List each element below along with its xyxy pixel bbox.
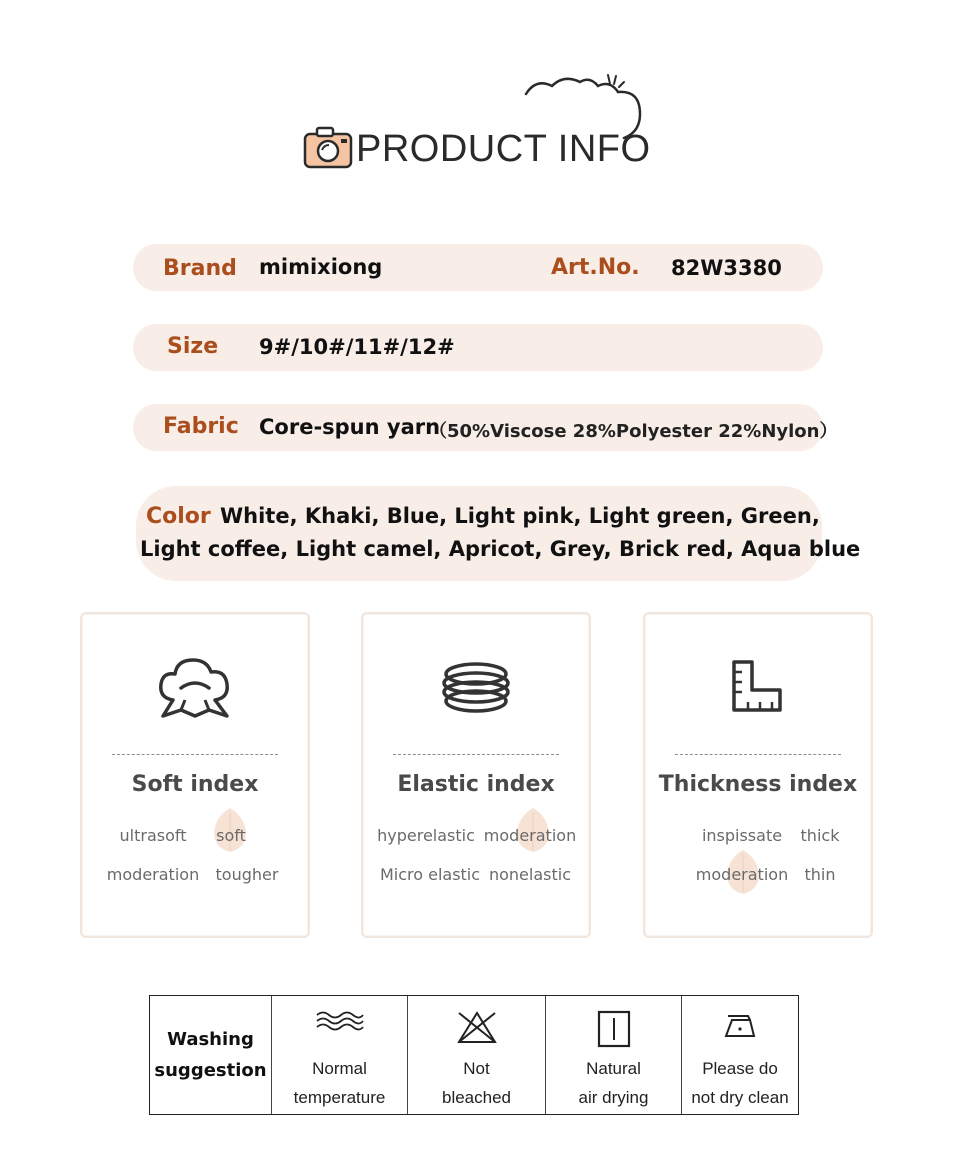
elastic-index-card: [361, 612, 591, 938]
brand-value: mimixiong: [259, 255, 383, 279]
drying-line-1: Natural: [586, 1059, 641, 1078]
artno-value: 82W3380: [671, 256, 782, 280]
option-nonelastic: nonelastic: [488, 865, 571, 884]
bleach-line-1: Not: [463, 1059, 490, 1078]
option-moderation: moderation: [106, 865, 200, 884]
size-label: Size: [167, 334, 219, 359]
no-bleach-icon: [455, 1010, 499, 1046]
option-micro-elastic: Micro elastic: [379, 865, 481, 884]
fabric-detail: （50%Viscose 28%Polyester 22%Nylon）: [429, 421, 838, 442]
bleach-line-2: bleached: [441, 1088, 511, 1107]
dry-clean-line-1: Please do: [702, 1059, 778, 1078]
iron-icon: [720, 1010, 760, 1042]
option-inspissate: inspissate: [701, 826, 783, 845]
option-tougher: tougher: [215, 865, 279, 884]
washing-table: [149, 995, 799, 1115]
washing-header-line-1: Washing: [167, 1029, 254, 1050]
fabric-label: Fabric: [163, 414, 239, 439]
header: [300, 70, 660, 180]
option-hyperelastic: hyperelastic: [377, 826, 475, 845]
thickness-index-title: Thickness index: [658, 772, 858, 797]
temperature-line-1: Normal: [312, 1059, 367, 1078]
brand-label: Brand: [163, 256, 237, 281]
washing-header: [150, 996, 271, 1114]
divider: [112, 754, 278, 755]
washing-item-drying: [545, 996, 681, 1114]
line-dry-icon: [597, 1010, 631, 1048]
temperature-line-2: temperature: [293, 1088, 386, 1107]
option-soft: soft: [216, 826, 246, 845]
option-thin: thin: [804, 865, 836, 884]
artno-label: Art.No.: [551, 255, 640, 280]
washing-item-bleach: [407, 996, 545, 1114]
soft-index-card: [80, 612, 310, 938]
color-label: Color: [146, 504, 211, 529]
fabric-value: Core-spun yarn: [259, 415, 441, 439]
divider: [675, 754, 841, 755]
brand-row: [133, 244, 823, 291]
color-line-1: White, Khaki, Blue, Light pink, Light green, Green,: [220, 504, 820, 528]
page-title: PRODUCT INFO: [356, 128, 651, 170]
color-line-2: Light coffee, Light camel, Apricot, Grey, Brick red, Aqua blue: [140, 537, 861, 561]
fabric-row: [133, 404, 838, 451]
washing-item-temperature: [271, 996, 407, 1114]
color-row: [136, 486, 861, 581]
soft-index-title: Soft index: [131, 772, 259, 797]
cotton-icon: [155, 654, 235, 724]
spring-icon: [436, 654, 516, 724]
size-value: 9#/10#/11#/12#: [259, 335, 455, 359]
drying-line-2: air drying: [578, 1088, 649, 1107]
thickness-index-card: [643, 612, 873, 938]
washing-header-line-2: suggestion: [154, 1060, 267, 1081]
option-thick: thick: [800, 826, 840, 845]
size-row: [133, 324, 823, 371]
ruler-icon: [718, 654, 798, 724]
camera-icon: [303, 126, 353, 170]
water-temperature-icon: [315, 1010, 365, 1032]
elastic-index-title: Elastic index: [397, 772, 555, 797]
dry-clean-line-2: not dry clean: [691, 1088, 789, 1107]
option-moderation: moderation: [695, 865, 789, 884]
option-ultrasoft: ultrasoft: [119, 826, 187, 845]
option-moderation: moderation: [483, 826, 577, 845]
washing-item-dry-clean: [681, 996, 798, 1114]
divider: [393, 754, 559, 755]
